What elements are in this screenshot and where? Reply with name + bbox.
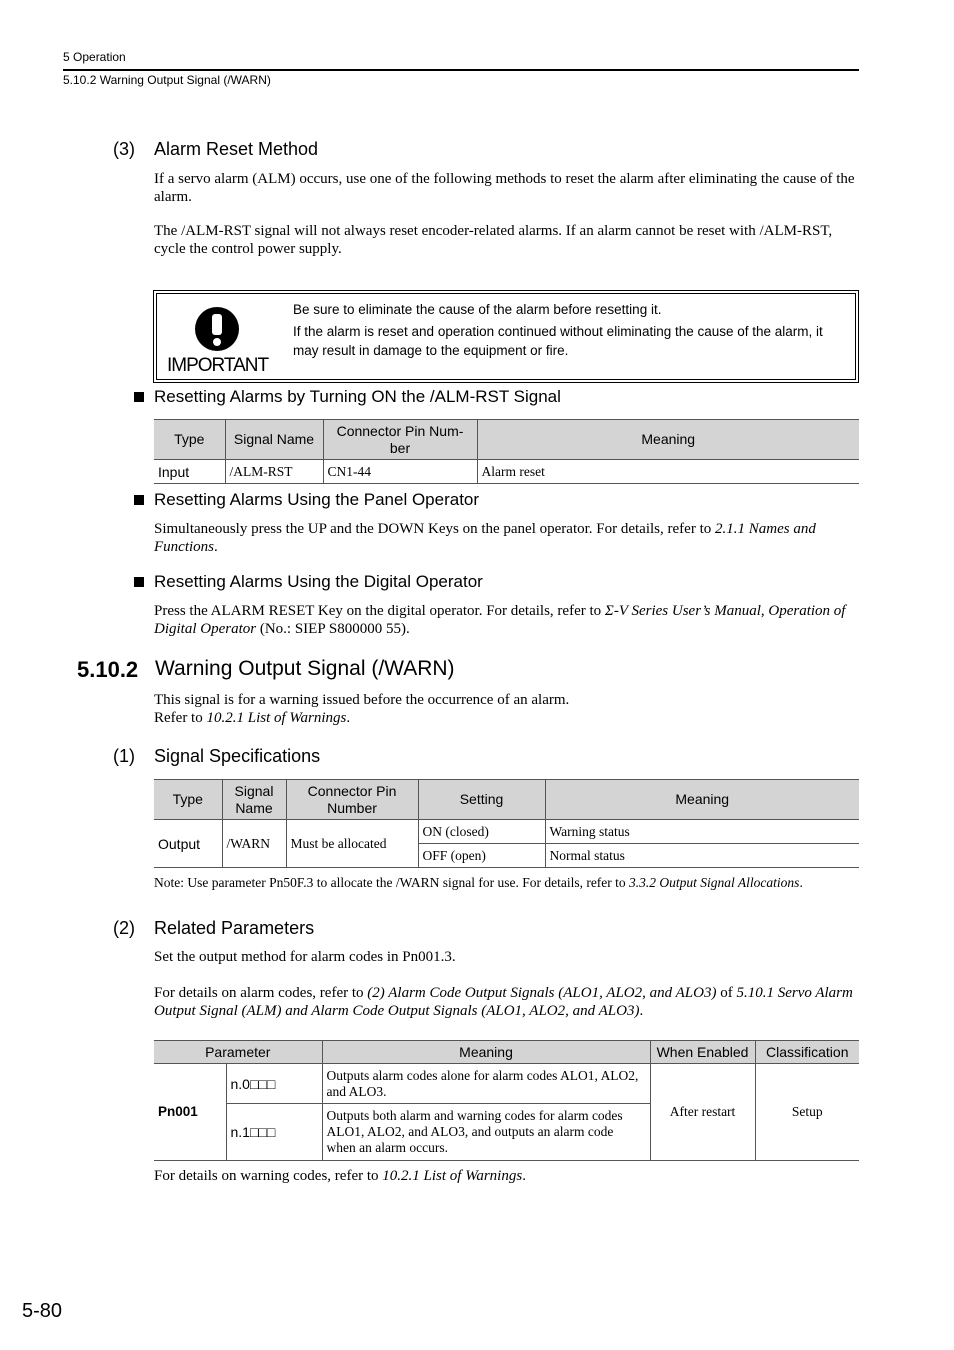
col-header-type: Type [154,780,222,820]
cell-connector-pin: CN1-44 [323,460,477,484]
signal-spec-note-main: Note: Use parameter Pn50F.3 to allocate the /WARN signal for use. For details, refer to [154,875,630,890]
related-params-title: Related Parameters [154,918,315,938]
col-header-parameter: Parameter [154,1041,322,1064]
important-notice [153,290,859,383]
digital-op-text [154,602,859,638]
digital-op-text-main: Press the ALARM RESET Key on the digital operator. For details, refer to [154,603,605,619]
cell-type: Input [154,460,225,484]
table-header-row [154,780,859,820]
col-header-signal-name: Signal Name [222,780,286,820]
table-row [154,1064,859,1104]
col-header-classification: Classification [755,1041,859,1064]
cell-setting: OFF (open) [418,844,545,868]
alarm-reset-number: (3) [113,139,135,159]
alarm-reset-title: Alarm Reset Method [154,139,319,159]
col-header-meaning: Meaning [322,1041,650,1064]
signal-spec-note-ref: 3.3.2 Output Signal Allocations [629,875,800,890]
important-label: IMPORTANT [167,355,269,376]
cell-meaning: Outputs alarm codes alone for alarm codes ALO1, ALO2, and ALO3. [322,1064,650,1104]
table-row [154,460,859,484]
section-title: Warning Output Signal (/WARN) [155,657,455,680]
important-icon [161,302,279,380]
warning-codes-footer-end: . [522,1168,526,1184]
col-header-signal-name: Signal Name [225,420,323,460]
cell-signal-name: /WARN [222,820,286,868]
cell-classification: Setup [755,1064,859,1161]
table-header-row [154,420,859,460]
table-header-row [154,1041,859,1064]
digital-op-heading: Resetting Alarms Using the Digital Operator [154,572,483,591]
alarm-reset-para2: The /ALM-RST signal will not always reset encoder-related alarms. If an alarm cannot be reset with /ALM-RST, cycle the control power supply. [154,223,833,257]
section-intro-line1: This signal is for a warning issued before the occurrence of an alarm. [154,692,570,708]
warning-codes-footer-main: For details on warning codes, refer to [154,1168,383,1184]
col-header-connector-pin: Connector Pin Number [286,780,418,820]
exclamation-icon [195,307,239,351]
cell-parameter-code: n.1□□□ [226,1104,322,1161]
col-header-type: Type [154,420,225,460]
signal-spec-note [154,874,881,891]
related-params-para2-end: . [639,1003,644,1019]
warning-codes-footer [154,1167,859,1185]
cell-signal-name: /ALM-RST [225,460,323,484]
bullet-icon [134,495,144,505]
panel-op-ref: 2.1.1 Names and Functions [154,521,816,555]
related-params-para2-main: For details on alarm codes, refer to [154,985,368,1001]
related-params-para2-mid: of [716,985,737,1001]
panel-op-heading: Resetting Alarms Using the Panel Operator [154,490,480,509]
header-rule [63,69,859,71]
section-intro-line2 [154,709,859,727]
col-header-when-enabled: When Enabled [650,1041,755,1064]
section-intro-end: . [346,710,351,726]
signal-spec-table [154,779,859,868]
signal-spec-number: (1) [113,746,135,766]
col-header-connector-pin: Connector Pin Num-ber [323,420,477,460]
running-header-chapter: 5 Operation [63,50,126,64]
digital-op-ref: Σ-V Series User’s Manual, Operation of Digital Operator [154,603,846,637]
alm-rst-heading: Resetting Alarms by Turning ON the /ALM-RST Signal [154,387,561,406]
bullet-icon [134,392,144,402]
panel-op-text [154,520,859,556]
cell-parameter-code: n.0□□□ [226,1064,322,1104]
related-params-ref2: 5.10.1 Servo Alarm Output Signal (ALM) and Alarm Code Output Signals (ALO1, ALO2, and ALO3) [154,985,853,1019]
col-header-meaning: Meaning [545,780,859,820]
cell-connector-pin: Must be allocated [286,820,418,868]
cell-meaning: Normal status [545,844,859,868]
important-line-2: If the alarm is reset and operation continued without eliminating the cause of the alarm, it may result in damage to the equipment or fire. [293,324,823,358]
section-intro [154,691,859,727]
section-intro-ref: 10.2.1 List of Warnings [206,710,347,726]
table-row [154,820,859,844]
warning-codes-footer-ref: 10.2.1 List of Warnings [382,1168,523,1184]
panel-op-text-main: Simultaneously press the UP and the DOWN Keys on the panel operator. For details, refer to [154,521,715,537]
alm-rst-table [154,419,859,484]
signal-spec-note-end: . [799,875,803,890]
parameter-table [154,1040,859,1161]
section-intro-refer: Refer to [154,710,207,726]
cell-meaning: Alarm reset [477,460,859,484]
signal-spec-title: Signal Specifications [154,746,321,766]
section-number: 5.10.2 [77,657,139,682]
panel-op-text-end: . [214,539,218,555]
cell-setting: ON (closed) [418,820,545,844]
page-number: 5-80 [22,1300,63,1322]
important-text [293,300,851,360]
related-params-ref1: (2) Alarm Code Output Signals (ALO1, ALO2, and ALO3) [367,985,717,1001]
related-params-para2 [154,984,859,1020]
cell-meaning: Warning status [545,820,859,844]
alarm-reset-para1: If a servo alarm (ALM) occurs, use one of the following methods to reset the alarm after eliminating the cause of the alarm. [154,171,855,205]
important-line-1: Be sure to eliminate the cause of the alarm before resetting it. [293,302,662,317]
col-header-meaning: Meaning [477,420,859,460]
cell-when-enabled: After restart [650,1064,755,1161]
digital-op-text-end: (No.: SIEP S800000 55). [256,621,410,637]
bullet-icon [134,577,144,587]
related-params-number: (2) [113,918,135,938]
cell-parameter-number: Pn001 [154,1064,226,1161]
related-params-para1: Set the output method for alarm codes in Pn001.3. [154,949,456,965]
col-header-setting: Setting [418,780,545,820]
cell-type: Output [154,820,222,868]
cell-meaning: Outputs both alarm and warning codes for alarm codes ALO1, ALO2, and ALO3, and outputs an alarm code when an alarm occurs. [322,1104,650,1161]
running-header-section: 5.10.2 Warning Output Signal (/WARN) [63,73,271,87]
